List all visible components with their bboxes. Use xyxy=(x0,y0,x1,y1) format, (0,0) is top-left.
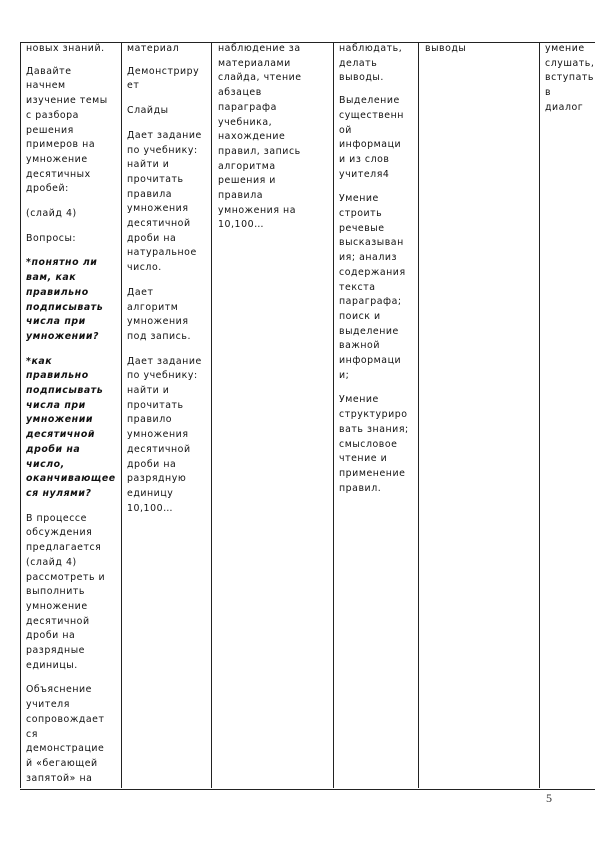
student-activity-column xyxy=(218,42,336,788)
cell-paragraph: Выделение существенн ой информаци и из слов учителя4 xyxy=(339,95,404,180)
teacher-activity-column xyxy=(26,42,126,788)
cell-paragraph: Давайте начнем изучение темы с разбора решения примеров на умножение десятичных дробей: xyxy=(26,65,108,195)
cell-paragraph: Объяснение учителя сопровождает ся демонстрацие й «бегающей запятой» на xyxy=(26,684,105,784)
cell-paragraph: выводы xyxy=(425,43,467,54)
cell-paragraph: умение слушать, вступать в диалог xyxy=(545,43,595,113)
cell-paragraph: В процессе обсуждения предлагается (слайд 4) рассмотреть и выполнить умножение десятичной дроби на разрядные единицы. xyxy=(26,512,106,671)
teacher-actions-column xyxy=(127,42,213,788)
cell-paragraph: новых знаний. xyxy=(26,43,105,54)
cell-paragraph: Слайды xyxy=(127,105,169,117)
cell-paragraph: Умение строить речевые высказыван ия; анализ содержания текста параграфа; поиск и выделение важной информаци и; xyxy=(339,193,406,381)
cell-paragraph: Дает алгоритм умножения под запись. xyxy=(127,286,191,342)
cell-paragraph: Дает задание по учебнику: найти и прочитать правило умножения десятичной дроби на разрядную единицу 10,100… xyxy=(127,355,202,514)
cell-paragraph: наблюдение за материалами слайда, чтение абзацев параграфа учебника, нахождение правил, запись алгоритма решения и правила умножения на 10,100… xyxy=(218,43,302,231)
communication-column xyxy=(545,42,595,788)
uud-column xyxy=(339,42,416,788)
cell-paragraph: Вопросы: xyxy=(26,232,77,244)
result-column xyxy=(425,42,539,788)
table-body xyxy=(20,42,595,788)
cell-paragraph: Дает задание по учебнику: найти и прочитать правила умножения десятичной дроби на натуральное число. xyxy=(127,129,202,274)
cell-paragraph: Демонстриру ет xyxy=(127,65,200,92)
question-paragraph: *понятно ли вам, как правильно подписывать числа при умножении? xyxy=(26,257,104,342)
cell-paragraph: материал xyxy=(127,43,180,54)
cell-paragraph: наблюдать, делать выводы. xyxy=(339,43,403,84)
cell-paragraph: Умение структуриро вать знания; смысловое чтение и применение правил. xyxy=(339,394,409,494)
cell-paragraph: (слайд 4) xyxy=(26,208,77,220)
question-paragraph: *как правильно подписывать числа при умножении десятичной дроби на число, оканчивающее ся нулями? xyxy=(26,355,116,499)
page-number: 5 xyxy=(546,791,552,805)
